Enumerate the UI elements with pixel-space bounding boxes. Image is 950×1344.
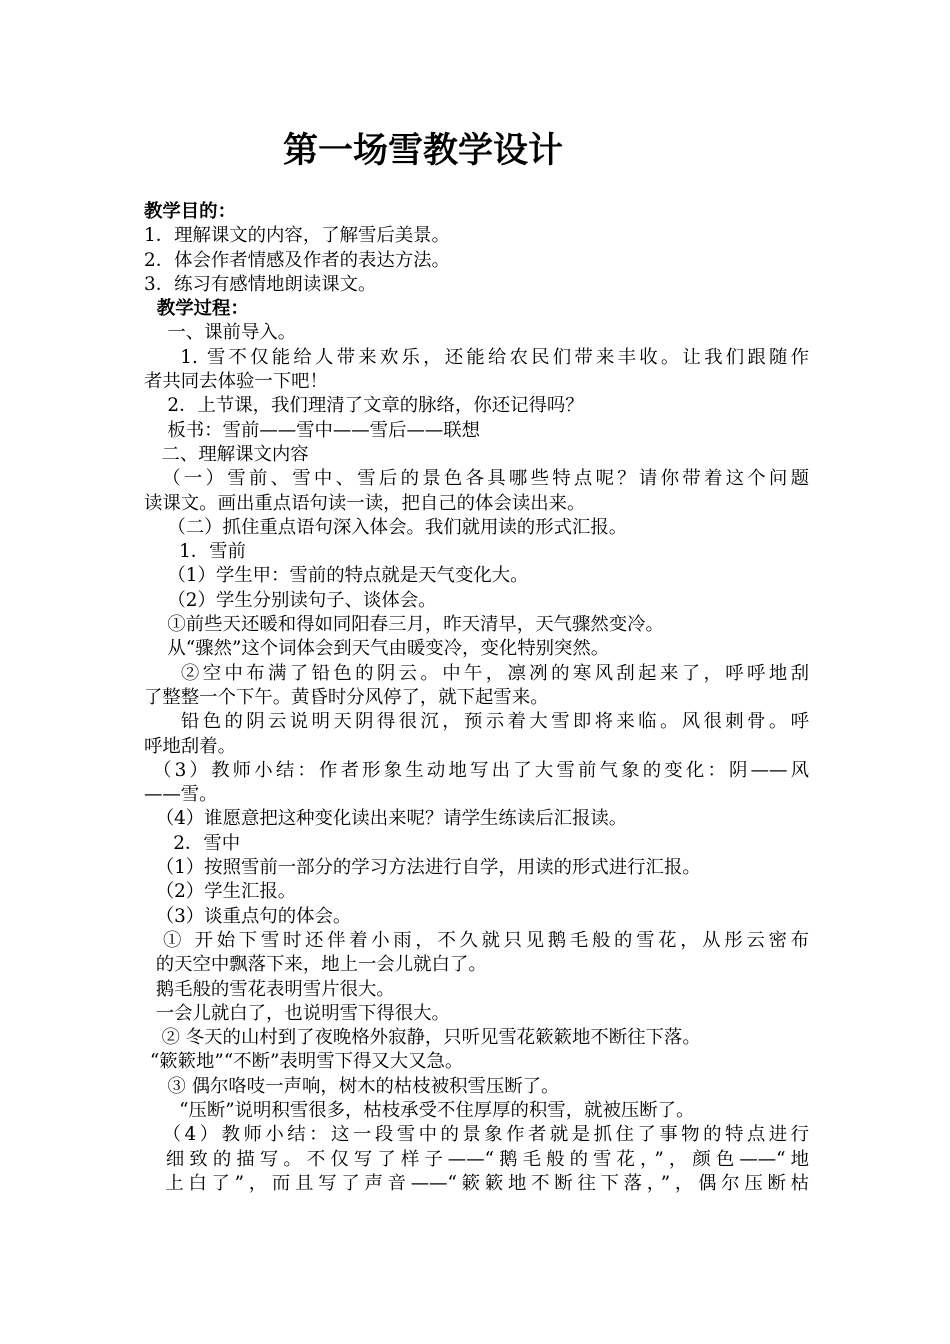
text-line: 2．雪中 <box>144 832 241 854</box>
text-line: （4）谁愿意把这种变化读出来呢？请学生练读后汇报读。 <box>144 808 628 830</box>
text-line: 呼地刮着。 <box>144 735 236 757</box>
text-line: 一、课前导入。 <box>144 322 297 344</box>
text-line: 了整整一个下午。黄昏时分风停了，就下起雪来。 <box>144 686 549 708</box>
text-line: “压断”说明积雪很多，枯枝承受不住厚厚的积雪，就被压断了。 <box>144 1099 695 1121</box>
document-body <box>144 200 809 1196</box>
text-line: ① 开始下雪时还伴着小雨，不久就只见鹅毛般的雪花，从彤云密布 <box>144 929 809 951</box>
text-line: 的天空中飘落下来，地上一会儿就白了。 <box>144 954 487 976</box>
text-line: 一会儿就白了，也说明雪下得很大。 <box>144 1002 450 1024</box>
section-heading-process: 教学过程： <box>144 298 249 320</box>
text-line: 2．体会作者情感及作者的表达方法。 <box>144 249 450 271</box>
text-line: （2）学生汇报。 <box>144 881 297 903</box>
text-line: 细致的描写。不仅写了样子——“鹅毛般的雪花，”，颜色——“地 <box>144 1148 809 1170</box>
text-line: （1）按照雪前一部分的学习方法进行自学，用读的形式进行汇报。 <box>144 857 701 879</box>
text-line: “簌簌地”“不断”表明雪下得又大又急。 <box>144 1051 464 1073</box>
text-line: （1）学生甲：雪前的特点就是天气变化大。 <box>144 565 529 587</box>
text-line: （4）教师小结：这一段雪中的景象作者就是抓住了事物的特点进行 <box>144 1124 809 1146</box>
text-line: 读课文。画出重点语句读一读，把自己的体会读出来。 <box>144 492 586 514</box>
text-line: 1．理解课文的内容，了解雪后美景。 <box>144 225 450 247</box>
text-line: 从“骤然”这个词体会到天气由暖变冷，变化特别突然。 <box>144 638 610 660</box>
section-heading-objectives: 教学目的： <box>144 201 236 222</box>
text-line: （3）谈重点句的体会。 <box>144 905 352 927</box>
text-line: ——雪。 <box>144 784 218 806</box>
text-line: ②空中布满了铅色的阴云。中午，凛冽的寒风刮起来了，呼呼地刮 <box>144 662 809 684</box>
text-line: 二、理解课文内容 <box>144 443 309 465</box>
text-line: 3．练习有感情地朗读课文。 <box>144 273 377 295</box>
text-line: 1．雪前 <box>144 541 246 563</box>
text-line: 上白了”，而且写了声音——“簌簌地不断往下落，”，偶尔压断枯 <box>144 1172 809 1194</box>
text-line: （3）教师小结：作者形象生动地写出了大雪前气象的变化：阴——风 <box>144 759 809 781</box>
text-line: 者共同去体验一下吧！ <box>144 371 328 393</box>
text-line: 鹅毛般的雪花表明雪片很大。 <box>144 978 395 1000</box>
text-line: 1. 雪不仅能给人带来欢乐，还能给农民们带来丰收。让我们跟随作 <box>144 346 809 368</box>
text-line: （二）抓住重点语句深入体会。我们就用读的形式汇报。 <box>144 516 628 538</box>
text-line: （2）学生分别读句子、谈体会。 <box>144 589 437 611</box>
text-line: 2．上节课，我们理清了文章的脉络，你还记得吗？ <box>144 395 584 417</box>
text-line: 铅色的阴云说明天阴得很沉，预示着大雪即将来临。风很刺骨。呼 <box>144 711 809 733</box>
text-line: ①前些天还暖和得如同阳春三月，昨天清早，天气骤然变冷。 <box>144 614 664 636</box>
text-line: 板书：雪前——雪中——雪后——联想 <box>144 419 481 441</box>
text-line: （一）雪前、雪中、雪后的景色各具哪些特点呢？请你带着这个问题 <box>144 468 809 490</box>
document-title: 第一场雪教学设计 <box>282 131 563 171</box>
text-line: ③ 偶尔咯吱一声响，树木的枯枝被积雪压断了。 <box>144 1075 560 1097</box>
text-line: ② 冬天的山村到了夜晚格外寂静，只听见雪花簌簌地不断往下落。 <box>144 1027 701 1049</box>
